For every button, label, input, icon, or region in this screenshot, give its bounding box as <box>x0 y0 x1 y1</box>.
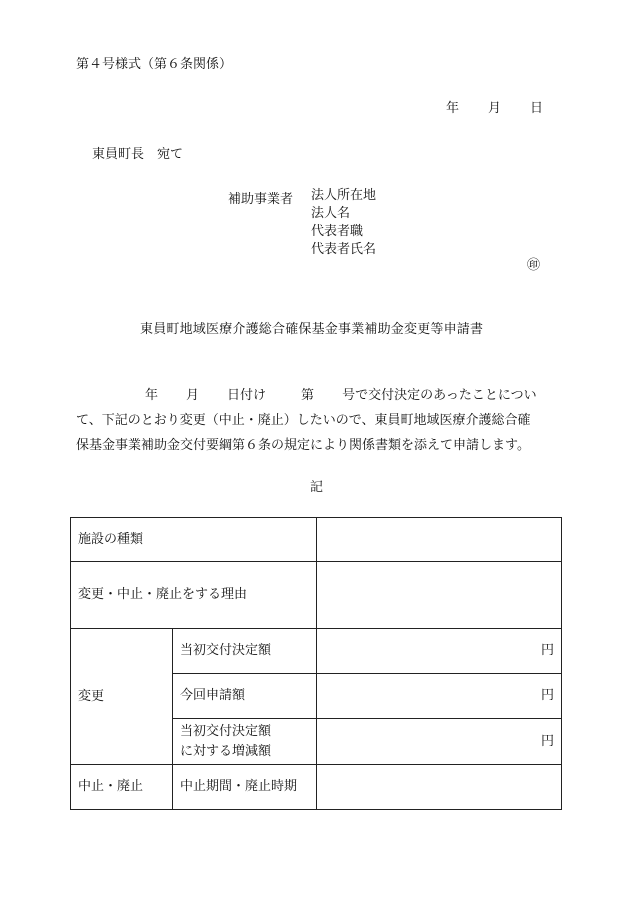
initial-amount-label: 当初交付決定額 <box>173 629 317 674</box>
yen-unit: 円 <box>541 688 555 703</box>
table-row <box>71 629 562 674</box>
body-line-3: 保基金事業補助金交付要綱第６条の規定により関係書類を添えて申請します。 <box>76 438 530 453</box>
body-no-prefix: 第 <box>301 388 315 403</box>
document-title: 東員町地域医療介護総合確保基金事業補助金変更等申請書 <box>140 322 484 337</box>
seal-mark: ㊞ <box>527 258 541 273</box>
applicant-field-address: 法人所在地 <box>311 188 377 203</box>
stop-period-value[interactable] <box>317 765 562 810</box>
table-row <box>71 765 562 810</box>
table-row <box>71 562 562 629</box>
diff-amount-label-line-1: 当初交付決定額 <box>180 723 272 739</box>
body-text <box>76 383 556 458</box>
stop-period-label: 中止期間・廃止時期 <box>173 765 317 810</box>
body-dated-label: 日付け <box>227 388 267 403</box>
recipient: 東員町長 宛て <box>92 147 184 162</box>
body-line-2: て、下記のとおり変更（中止・廃止）したいので、東員町地域医療介護総合確 <box>76 413 531 428</box>
form-number: 第４号様式（第６条関係） <box>76 57 233 72</box>
facility-type-value[interactable] <box>317 518 562 562</box>
body-month-label: 月 <box>186 388 200 403</box>
date-day-label: 日 <box>530 101 544 116</box>
diff-amount-label <box>173 719 317 765</box>
current-request-value[interactable] <box>317 674 562 719</box>
diff-amount-label-line-2: に対する増減額 <box>180 743 272 759</box>
change-label: 変更 <box>71 629 173 765</box>
application-table <box>70 517 562 810</box>
body-year-label: 年 <box>145 388 159 403</box>
facility-type-label: 施設の種類 <box>71 518 317 562</box>
applicant-field-rep-title: 代表者職 <box>311 224 364 239</box>
initial-amount-value[interactable] <box>317 629 562 674</box>
applicant-fields <box>311 188 376 260</box>
date-year-label: 年 <box>446 101 460 116</box>
stop-label: 中止・廃止 <box>71 765 173 810</box>
applicant-field-rep-name: 代表者氏名 <box>311 242 377 257</box>
reason-value[interactable] <box>317 562 562 629</box>
yen-unit: 円 <box>541 733 555 749</box>
applicant-field-corp-name: 法人名 <box>311 206 351 221</box>
current-request-label: 今回申請額 <box>173 674 317 719</box>
diff-amount-value[interactable] <box>317 719 562 765</box>
body-line-1-rest: 号で交付決定のあったことについ <box>342 388 537 403</box>
body-line-1 <box>76 383 556 408</box>
yen-unit: 円 <box>541 643 555 658</box>
reason-label: 変更・中止・廃止をする理由 <box>71 562 317 629</box>
ki-heading: 記 <box>310 480 324 495</box>
table-row <box>71 518 562 562</box>
applicant-label: 補助事業者 <box>228 192 294 207</box>
date-month-label: 月 <box>488 101 502 116</box>
